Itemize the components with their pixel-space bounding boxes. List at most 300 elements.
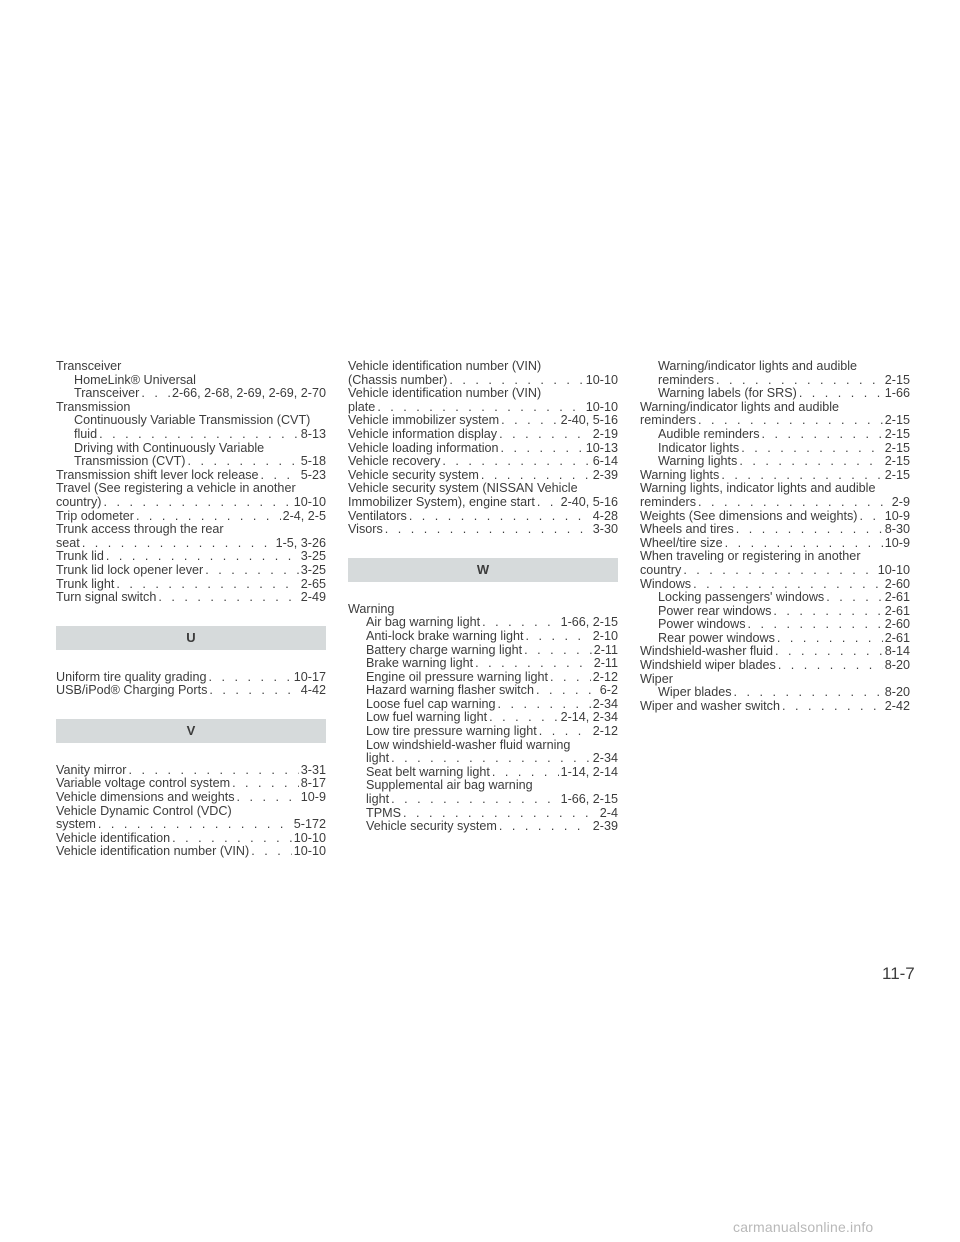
entry-term: Vanity mirror [56,762,127,777]
entry-page-ref: 2-12 [592,669,618,684]
index-entry [56,777,326,791]
index-entry [56,845,326,859]
section-gap [348,537,618,558]
entry-page-ref: 2-4 [599,805,618,820]
entry-page-ref: 8-17 [300,776,326,791]
index-entry [56,550,326,564]
dot-leader [737,455,882,469]
entry-page-ref: 6-2 [599,683,618,698]
dot-leader [734,523,883,537]
dot-leader [691,578,883,592]
index-entry [640,700,910,714]
index-entry [640,387,910,401]
entry-page-ref: 10-13 [585,440,618,455]
entry-term: Warning lights [640,467,720,482]
dot-leader [97,428,299,442]
entry-page-ref: 3-30 [592,522,618,537]
entry-term: Continuously Variable Transmission (CVT) [74,413,311,428]
entry-term: Wheel/tire size [640,535,723,550]
dot-leader [230,777,299,791]
entry-term: Trunk light [56,576,115,591]
dot-leader [537,725,591,739]
entry-page-ref: 8-13 [300,426,326,441]
entry-page-ref: 2-61 [884,630,910,645]
dot-leader [548,671,591,685]
dot-leader [681,564,875,578]
entry-page-ref: 2-39 [592,467,618,482]
dot-leader [203,564,299,578]
entry-term: Vehicle identification number (VIN) [348,386,542,401]
index-entry [56,684,326,698]
index-entry [640,537,910,551]
entry-page-ref: 3-25 [300,562,326,577]
entry-term: Trunk lid lock opener lever [56,562,204,577]
entry-page-ref: 2-40, 5-16 [560,494,618,509]
dot-leader [490,766,559,780]
entry-page-ref: 8-20 [884,658,910,673]
entry-term: Trip odometer [56,508,134,523]
entry-term: Battery charge warning light [366,642,523,657]
entry-term: Vehicle security system (NISSAN Vehicle [348,481,578,496]
entry-term: Windshield-washer fluid [640,644,773,659]
index-entry [348,510,618,524]
entry-term: Ventilators [348,508,407,523]
entry-term: Vehicle identification number (VIN) [348,359,542,373]
index-entry [56,764,326,778]
index-entry [56,374,326,388]
index-entry [640,578,910,592]
index-entry [348,374,618,388]
entry-term: reminders [640,413,696,428]
index-column-2 [348,360,618,834]
index-entry [56,523,326,537]
entry-page-ref: 2-15 [884,454,910,469]
index-entry [348,671,618,685]
entry-term: Immobilizer System), engine start [348,494,535,509]
index-entry [640,374,910,388]
entry-page-ref: 2-61 [884,603,910,618]
entry-term: system [56,817,96,832]
entry-term: country) [56,494,102,509]
entry-page-ref: 10-10 [293,844,326,859]
index-entry [640,401,910,415]
index-entry [56,469,326,483]
index-entry [56,791,326,805]
entry-term: Brake warning light [366,656,474,671]
entry-page-ref: 10-10 [585,399,618,414]
dot-leader [235,791,299,805]
entry-term: Low windshield-washer fluid warning [366,737,571,752]
entry-term: Vehicle security system [366,819,497,834]
entry-term: Vehicle dimensions and weights [56,790,235,805]
dot-leader [719,469,882,483]
entry-page-ref: 2-11 [593,656,618,671]
index-entry [56,537,326,551]
entry-page-ref: 2-15 [884,413,910,428]
entry-term: USB/iPod® Charging Ports [56,683,208,698]
dot-leader [696,414,883,428]
index-entry [640,564,910,578]
entry-term: Low fuel warning light [366,710,488,725]
index-entry [348,401,618,415]
index-entry [640,659,910,673]
index-entry [348,428,618,442]
entry-page-ref: 8-30 [884,522,910,537]
section-header: V [56,719,326,743]
entry-page-ref: 1-66, 2-15 [560,792,618,807]
entry-term: Trunk access through the rear [56,522,224,537]
index-entry [348,523,618,537]
dot-leader [497,820,591,834]
entry-page-ref: 2-15 [884,440,910,455]
index-entry [56,564,326,578]
entry-term: Turn signal switch [56,590,157,605]
entry-term: Warning lights [658,454,738,469]
entry-page-ref: 6-14 [592,454,618,469]
index-entry [348,725,618,739]
entry-page-ref: 2-49 [300,590,326,605]
index-entry [348,684,618,698]
dot-leader [259,469,299,483]
dot-leader [522,644,592,658]
dot-leader [473,657,592,671]
entry-page-ref: 2-15 [884,467,910,482]
entry-page-ref: 8-14 [884,644,910,659]
entry-term: country [640,562,682,577]
dot-leader [739,442,883,456]
entry-term: Air bag warning light [366,615,481,630]
dot-leader [389,752,591,766]
entry-page-ref: 2-19 [592,426,618,441]
dot-leader [375,401,583,415]
dot-leader [480,616,558,630]
entry-term: Windshield wiper blades [640,658,776,673]
entry-term: Vehicle identification [56,830,171,845]
entry-term: Power rear windows [658,603,772,618]
index-entry [56,455,326,469]
entry-page-ref: 2-42 [884,698,910,713]
index-entry [640,510,910,524]
index-entry [348,360,618,374]
index-entry [348,711,618,725]
index-entry [348,820,618,834]
dot-leader [249,845,292,859]
entry-term: Uniform tire quality grading [56,669,207,684]
entry-page-ref: 1-66 [884,386,910,401]
index-entry [348,739,618,753]
index-entry [56,671,326,685]
dot-leader [760,428,883,442]
index-entry [640,550,910,564]
entry-term: Wheels and tires [640,522,734,537]
entry-term: HomeLink® Universal [74,372,196,387]
entry-page-ref: 2-65 [300,576,326,591]
entry-term: fluid [74,426,98,441]
dot-leader [479,469,591,483]
index-entry [640,605,910,619]
dot-leader [170,832,292,846]
index-entry [348,752,618,766]
entry-term: Warning/indicator lights and audible [640,399,840,414]
entry-page-ref: 2-14, 2-34 [560,710,618,725]
dot-leader [104,550,299,564]
section-gap [56,698,326,719]
dot-leader [186,455,299,469]
index-entry [640,618,910,632]
entry-page-ref: 1-14, 2-14 [560,764,618,779]
index-entry [348,442,618,456]
entry-term: Wiper and washer switch [640,698,780,713]
entry-page-ref: 2-61 [884,590,910,605]
dot-leader [824,591,883,605]
entry-page-ref: 2-15 [884,372,910,387]
entry-page-ref: 4-28 [592,508,618,523]
entry-term: Audible reminders [658,426,760,441]
entry-term: When traveling or registering in another [640,549,861,564]
entry-term: (Chassis number) [348,372,448,387]
entry-page-ref: 2-9 [891,494,910,509]
entry-term: Vehicle identification number (VIN) [56,844,250,859]
entry-page-ref: 10-10 [293,494,326,509]
entry-term: Transceiver [56,359,122,373]
index-entry [348,496,618,510]
index-entry [640,645,910,659]
dot-leader [797,387,883,401]
index-entry [348,482,618,496]
entry-page-ref: 5-23 [300,467,326,482]
dot-leader [496,698,591,712]
index-entry [348,807,618,821]
dot-leader [732,686,883,700]
entry-page-ref: 2-12 [592,724,618,739]
entry-term: Seat belt warning light [366,764,490,779]
dot-leader [714,374,883,388]
entry-term: Warning lights, indicator lights and audible [640,481,876,496]
index-entry [348,644,618,658]
index-entry [56,428,326,442]
index-entry [640,455,910,469]
dot-leader [80,537,274,551]
index-entry [56,401,326,415]
index-entry [348,616,618,630]
index-entry [56,818,326,832]
watermark-text: carmanualsonline.info [733,1219,874,1235]
dot-leader [407,510,591,524]
entry-term: Vehicle recovery [348,454,441,469]
index-entry [348,657,618,671]
index-entry [640,482,910,496]
entry-term: Wiper blades [658,685,732,700]
index-entry [348,414,618,428]
index-entry [348,698,618,712]
entry-term: Transceiver [74,386,140,401]
entry-term: Weights (See dimensions and weights) [640,508,858,523]
entry-term: light [366,792,390,807]
entry-page-ref: 2-4, 2-5 [282,508,326,523]
dot-leader [499,414,558,428]
entry-page-ref: 10-9 [884,535,910,550]
index-entry [56,387,326,401]
entry-term: Locking passengers' windows [658,590,825,605]
index-entry [56,442,326,456]
index-entry [56,510,326,524]
dot-leader [207,671,292,685]
entry-term: Vehicle immobilizer system [348,413,500,428]
index-entry [640,673,910,687]
section-gap [56,605,326,626]
section-header: U [56,626,326,650]
entry-page-ref: 2-39 [592,819,618,834]
entry-term: seat [56,535,80,550]
entry-term: Vehicle Dynamic Control (VDC) [56,803,232,818]
entry-term: Low tire pressure warning light [366,724,537,739]
entry-page-ref: 2-60 [884,576,910,591]
entry-term: light [366,751,390,766]
index-entry [640,442,910,456]
entry-page-ref: 4-42 [300,683,326,698]
entry-term: Transmission shift lever lock release [56,467,259,482]
index-entry [640,469,910,483]
entry-term: Warning/indicator lights and audible [658,359,858,373]
entry-term: Power windows [658,617,746,632]
entry-page-ref: 8-20 [884,685,910,700]
entry-page-ref: 10-10 [293,830,326,845]
index-entry [348,387,618,401]
entry-page-ref: 2-11 [593,642,618,657]
index-entry [640,360,910,374]
page-number: 11-7 [882,964,915,983]
entry-term: TPMS [366,805,401,820]
dot-leader [156,591,298,605]
entry-page-ref: 2-60 [884,617,910,632]
index-entry [640,523,910,537]
entry-term: Anti-lock brake warning light [366,628,524,643]
section-header: W [348,558,618,582]
index-entry [56,360,326,374]
dot-leader [383,523,591,537]
dot-leader [401,807,598,821]
index-entry [348,455,618,469]
entry-page-ref: 10-9 [300,790,326,805]
index-entry [56,414,326,428]
entry-term: Supplemental air bag warning [366,778,533,793]
entry-page-ref: 2-10 [592,628,618,643]
index-entry [56,482,326,496]
entry-page-ref: 2-34 [592,696,618,711]
entry-term: Indicator lights [658,440,740,455]
index-entry [56,832,326,846]
dot-leader [535,496,559,510]
index-entry [640,414,910,428]
dot-leader [773,645,883,659]
index-entry [56,591,326,605]
entry-page-ref: 10-10 [585,372,618,387]
index-entry [640,428,910,442]
entry-page-ref: 2-34 [592,751,618,766]
entry-term: Vehicle loading information [348,440,499,455]
index-entry [640,591,910,605]
entry-term: Engine oil pressure warning light [366,669,549,684]
index-entry [348,603,618,617]
entry-term: reminders [658,372,714,387]
entry-term: Variable voltage control system [56,776,231,791]
index-entry [640,496,910,510]
dot-leader [771,605,882,619]
index-entry [56,805,326,819]
entry-term: Visors [348,522,383,537]
entry-page-ref: 2-15 [884,426,910,441]
dot-leader [776,659,883,673]
entry-page-ref: 3-25 [300,549,326,564]
dot-leader [696,496,890,510]
index-entry [348,630,618,644]
entry-page-ref: 1-66, 2-15 [560,615,618,630]
entry-term: Trunk lid [56,549,104,564]
dot-leader [126,764,298,778]
dot-leader [723,537,883,551]
index-column-1 [56,360,326,859]
entry-page-ref: 10-9 [884,508,910,523]
dot-leader [114,578,298,592]
index-entry [348,793,618,807]
entry-term: Warning labels (for SRS) [658,386,797,401]
dot-leader [134,510,281,524]
dot-leader [775,632,883,646]
dot-leader [139,387,170,401]
entry-term: Warning [348,601,395,616]
entry-term: Loose fuel cap warning [366,696,496,711]
entry-term: Vehicle security system [348,467,479,482]
dot-leader [746,618,883,632]
entry-page-ref: 3-31 [300,762,326,777]
entry-page-ref: 1-5, 3-26 [275,535,326,550]
entry-term: Hazard warning flasher switch [366,683,534,698]
entry-term: Transmission (CVT) [74,454,186,469]
entry-page-ref: 10-17 [293,669,326,684]
entry-term: Transmission [56,399,131,414]
entry-term: Travel (See registering a vehicle in another [56,481,296,496]
index-column-3 [640,360,910,713]
dot-leader [102,496,292,510]
index-entry [56,578,326,592]
dot-leader [524,630,591,644]
entry-page-ref: 5-18 [300,454,326,469]
dot-leader [534,684,598,698]
dot-leader [440,455,590,469]
dot-leader [499,442,584,456]
entry-term: Vehicle information display [348,426,498,441]
entry-page-ref: 10-10 [877,562,910,577]
dot-leader [487,711,558,725]
entry-term: Rear power windows [658,630,775,645]
dot-leader [207,684,298,698]
dot-leader [497,428,591,442]
dot-leader [447,374,583,388]
dot-leader [96,818,292,832]
entry-term: plate [348,399,376,414]
index-entry [640,632,910,646]
entry-page-ref: 2-40, 5-16 [560,413,618,428]
index-entry [640,686,910,700]
entry-term: reminders [640,494,696,509]
dot-leader [389,793,558,807]
index-entry [56,496,326,510]
entry-page-ref: 5-172 [293,817,326,832]
entry-term: Driving with Continuously Variable [74,440,265,455]
dot-leader [857,510,882,524]
entry-term: Windows [640,576,692,591]
index-entry [348,469,618,483]
